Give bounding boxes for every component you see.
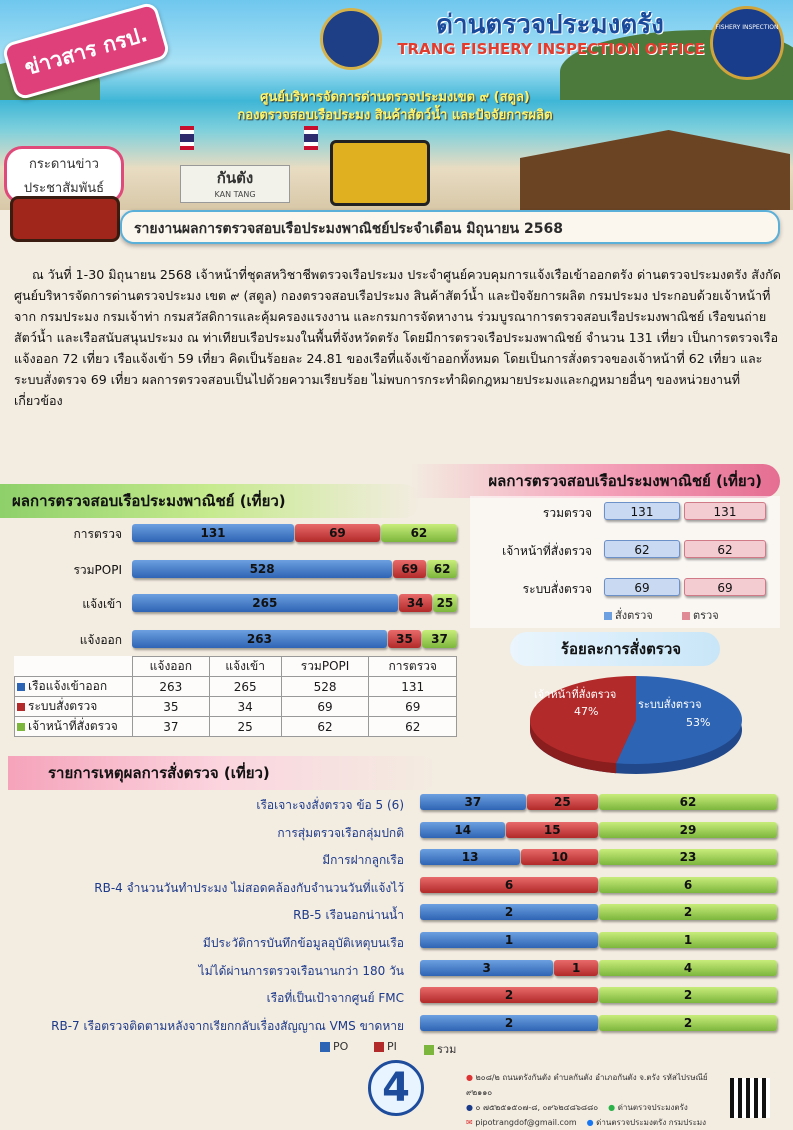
table-cell: 37 — [133, 717, 210, 737]
table-row — [15, 697, 457, 717]
legend-po: PO — [320, 1040, 348, 1053]
table-row-label: ระบบสั่งตรวจ — [15, 697, 133, 717]
thai-flag-icon — [304, 126, 318, 150]
bar-segment: 35 — [388, 630, 421, 648]
pie-label-officer: เจ้าหน้าที่สั่งตรวจ — [534, 688, 617, 701]
bar-segment: 37 — [422, 630, 457, 648]
footer-facebook: ● ด่านตรวจประมงตรัง กรมประมง — [586, 1118, 707, 1127]
section-heading-percent: ร้อยละการสั่งตรวจ — [510, 632, 720, 666]
report-title: รายงานผลการตรวจสอบเรือประมงพาณิชย์ประจำเดือน มิถุนายน 2568 — [134, 221, 563, 237]
reason-label: RB-4 จำนวนวันทำประมง ไม่สอดคล้องกับจำนวนวันที่แจ้งไว้ — [94, 880, 404, 895]
bar-segment: 1 — [599, 932, 777, 948]
bar-segment: 2 — [599, 904, 777, 920]
thai-flag-icon — [180, 126, 194, 150]
table-row — [15, 717, 457, 737]
bar-segment: 2 — [420, 904, 598, 920]
bar-segment: 528 — [132, 560, 392, 578]
bar-segment: 15 — [506, 822, 598, 838]
bar-segment: 37 — [420, 794, 526, 810]
office-title-en: TRANG FISHERY INSPECTION OFFICE — [397, 40, 705, 58]
legend-swatch-icon — [424, 1045, 434, 1055]
legend-total: รวม — [424, 1040, 456, 1058]
legend-swatch-icon — [682, 612, 690, 620]
table-header: แจ้งออก — [133, 657, 210, 677]
bar-segment: 25 — [433, 594, 457, 612]
location-icon: ● — [466, 1073, 473, 1082]
sign-th: กันตัง — [216, 169, 254, 187]
bar-segment: 3 — [420, 960, 553, 976]
bar-segment: 4 — [599, 960, 777, 976]
footer-phone: ● ๐ ๗๕๒๕๑๕๐๗-๘, ๐๙๖๒๔๘๖๘๘๐ — [466, 1103, 599, 1112]
train-icon — [10, 196, 120, 242]
sign-en: KAN TANG — [214, 190, 256, 199]
qr-code — [730, 1078, 770, 1118]
reason-label: มีประวัติการบันทึกข้อมูลอุบัติเหตุบนเรือ — [202, 936, 404, 950]
bar-segment: 62 — [381, 524, 457, 542]
bar-segment: 34 — [399, 594, 432, 612]
table-cell: 263 — [133, 677, 210, 697]
reason-label: เรือที่เป็นเป้าจากศูนย์ FMC — [266, 991, 404, 1006]
table-header: แจ้งเข้า — [209, 657, 281, 677]
bar-segment: 2 — [420, 987, 598, 1003]
bar-segment: 1 — [554, 960, 598, 976]
legend-swatch-icon — [320, 1042, 330, 1052]
bar-segment: 6 — [420, 877, 598, 893]
table-cell: 528 — [281, 677, 369, 697]
facebook-icon: ● — [586, 1118, 594, 1127]
pie-chart — [528, 668, 744, 778]
bar-inspected: 131 — [684, 502, 766, 520]
reason-label: ไม่ได้ผ่านการตรวจเรือนานกว่า 180 วัน — [198, 963, 404, 978]
reason-label: RB-5 เรือนอกน่านน้ำ — [293, 908, 404, 923]
report-paragraph: ณ วันที่ 1-30 มิถุนายน 2568 เจ้าหน้าที่ชุดสหวิชาชีพตรวจเรือประมง ประจำศูนย์ควบคุมการแจ้งเรือเข้าออกตรัง ด่านตรวจประมงตรัง สังกัดศูนย์บริหารจัดการด่านตรวจประมง เขต ๙ (สตูล) กองตรวจสอบเรือประมง สินค้าสัตว์น้ำ และปัจจัยการผลิต กรมประมง ประกอบด้วยเจ้าหน้าที่จาก กรมประมง กรมเจ้าท่า กรมสวัสดิการและคุ้มครองแรงงาน และกรมการจัดหางาน ร่วมบูรณาการตรวจสอบเรือประมงพาณิชย์ เรือขนถ่ายสัตว์น้ำ และเรือสนับสนุนประมง ณ ท่าเทียบเรือประมงในพื้นที่จังหวัดตรัง โดยมีการตรวจเรือประมงพาณิชย์ จำนวน 131 เที่ยว เป็นการตรวจเรือแจ้งออก 72 เที่ยว เรือแจ้งเข้า 59 เที่ยว คิดเป็นร้อยละ 24.81 ของเรือที่แจ้งเข้าออกทั้งหมด โดยเป็นการสั่งตรวจของเจ้าหน้าที่ 62 เที่ยว และระบบสั่งตรวจ 69 เที่ยว ผลการตรวจสอบเป็นไปด้วยความเรียบร้อย ไม่พบการกระทำผิดกฎหมายประมงและกฎหมายอื่นๆ ของหน่วยงานที่เกี่ยวข้อง — [14, 267, 781, 408]
news-tag-label: ข่าวสาร กรป. — [21, 22, 151, 80]
table-cell: 69 — [369, 697, 457, 717]
reason-label: เรือเจาะจงสั่งตรวจ ข้อ 5 (6) — [256, 798, 404, 812]
table-header: รวมPOPI — [281, 657, 369, 677]
bar-segment: 29 — [599, 822, 777, 838]
kantang-sign — [180, 165, 290, 203]
pie-label-system: ระบบสั่งตรวจ — [638, 698, 702, 711]
mail-icon: ✉ — [466, 1118, 473, 1127]
bar-category-label: แจ้งออก — [79, 633, 122, 647]
bar-category-label: รวมPOPI — [73, 563, 122, 577]
bar-ordered: 69 — [604, 578, 680, 596]
bar-segment: 62 — [599, 794, 777, 810]
table-cell: 25 — [209, 717, 281, 737]
footer-address: ● ๒๐๘/๒ ถนนตรังกันตัง ตำบลกันตัง อำเภอกันตัง จ.ตรัง รหัสไปรษณีย์ ๙๒๑๑๐ — [466, 1073, 708, 1097]
bar-segment: 263 — [132, 630, 387, 648]
table-row-label: เรือแจ้งเข้าออก — [15, 677, 133, 697]
table-corner — [15, 657, 133, 677]
footer-email: ✉ pipotrangdof@gmail.com — [466, 1118, 577, 1127]
board-line-2: ประชาสัมพันธ์ — [23, 181, 105, 196]
page-number: 4 — [368, 1060, 424, 1116]
table-row — [15, 677, 457, 697]
bar-inspected: 62 — [684, 540, 766, 558]
table-cell: 35 — [133, 697, 210, 717]
header-banner — [0, 0, 793, 210]
bar-segment: 265 — [132, 594, 398, 612]
bar-segment: 13 — [420, 849, 520, 865]
table-cell: 62 — [281, 717, 369, 737]
table-cell: 69 — [281, 697, 369, 717]
bar-segment: 131 — [132, 524, 294, 542]
legend-inspected: ตรวจ — [682, 606, 719, 624]
office-subtitle-2: กองตรวจสอบเรือประมง สินค้าสัตว์น้ำ และปัจจัยการผลิต — [237, 108, 553, 123]
reason-label: มีการฝากลูกเรือ — [322, 853, 404, 868]
bar-segment: 2 — [599, 987, 777, 1003]
line-icon: ● — [608, 1103, 616, 1112]
section-heading-results: ผลการตรวจสอบเรือประมงพาณิชย์ (เที่ยว) — [0, 484, 420, 518]
legend-pi: PI — [374, 1040, 397, 1053]
legend-swatch-icon — [374, 1042, 384, 1052]
bar-segment: 1 — [420, 932, 598, 948]
svg-text:FISHERY INSPECTION: FISHERY INSPECTION — [715, 24, 779, 31]
footer-row — [466, 1100, 726, 1115]
pie-value-officer: 47% — [574, 705, 599, 718]
bar-segment: 14 — [420, 822, 505, 838]
bar-segment: 69 — [393, 560, 426, 578]
po-swatch-icon — [17, 683, 25, 691]
bar-category-label: แจ้งเข้า — [82, 597, 122, 611]
total-swatch-icon — [17, 723, 25, 731]
section-heading-results-2: ผลการตรวจสอบเรือประมงพาณิชย์ (เที่ยว) — [410, 464, 780, 498]
bar-segment: 6 — [599, 877, 777, 893]
table-row-label: เจ้าหน้าที่สั่งตรวจ — [15, 717, 133, 737]
bar-ordered: 131 — [604, 502, 680, 520]
bar-inspected: 69 — [684, 578, 766, 596]
department-logo — [320, 8, 382, 70]
board-line-1: กระดานข่าว — [29, 157, 99, 172]
bar-segment: 2 — [420, 1015, 598, 1031]
pi-swatch-icon — [17, 703, 25, 711]
bar-category-label: ระบบสั่งตรวจ — [522, 582, 592, 596]
table-header-row — [15, 657, 457, 677]
results-table — [14, 656, 457, 737]
bar-category-label: รวมตรวจ — [542, 506, 592, 520]
bar-category-label: เจ้าหน้าที่สั่งตรวจ — [502, 544, 592, 558]
train-image — [330, 140, 430, 206]
bar-ordered: 62 — [604, 540, 680, 558]
pier-building — [520, 130, 790, 210]
phone-icon: ● — [466, 1103, 473, 1112]
office-subtitle-1: ศูนย์บริหารจัดการด่านตรวจประมงเขต ๙ (สตูล) — [260, 90, 530, 105]
legend-ordered: สั่งตรวจ — [604, 606, 653, 624]
legend-swatch-icon — [604, 612, 612, 620]
footer-contact — [466, 1070, 726, 1130]
bar-segment: 10 — [521, 849, 598, 865]
table-cell: 265 — [209, 677, 281, 697]
fishery-inspection-logo-text — [713, 9, 781, 77]
table-header: การตรวจ — [369, 657, 457, 677]
reason-label: การสุ่มตรวจเรือกลุ่มปกติ — [277, 825, 404, 840]
bar-segment: 2 — [599, 1015, 777, 1031]
bar-segment: 25 — [527, 794, 598, 810]
bar-segment: 69 — [295, 524, 380, 542]
footer-line: ● ด่านตรวจประมงตรัง — [608, 1103, 688, 1112]
table-cell: 131 — [369, 677, 457, 697]
section-heading-reasons: รายการเหตุผลการสั่งตรวจ (เที่ยว) — [8, 756, 438, 790]
bar-segment: 23 — [599, 849, 777, 865]
reason-label: RB-7 เรือตรวจติดตามหลังจากเรียกกลับเรื่องสัญญาณ VMS ขาดหาย — [51, 1018, 404, 1033]
table-cell: 34 — [209, 697, 281, 717]
bar-segment: 62 — [427, 560, 457, 578]
bar-category-label: การตรวจ — [73, 527, 122, 541]
pie-value-system: 53% — [686, 716, 711, 729]
office-title-th: ด่านตรวจประมงตรัง — [436, 10, 664, 40]
fishery-inspection-logo — [710, 6, 784, 80]
table-cell: 62 — [369, 717, 457, 737]
report-title-bar — [120, 210, 780, 244]
